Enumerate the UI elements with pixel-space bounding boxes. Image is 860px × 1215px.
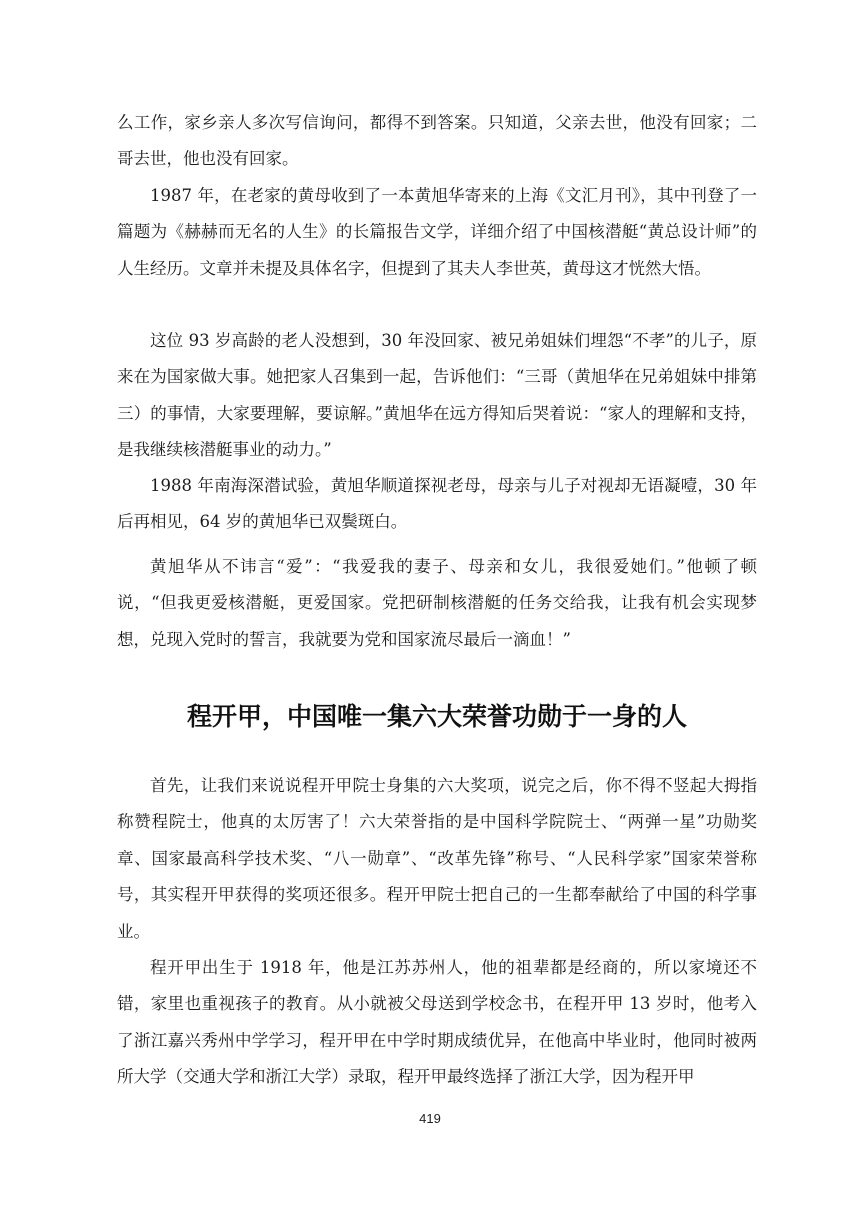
paragraph-birth-1918: 程开甲出生于 1918 年，他是江苏苏州人，他的祖辈都是经商的，所以家境还不错，家里也重视孩子的教育。从小就被父母送到学校念书，在程开甲 13 岁时，他考入了浙江嘉兴秀州中学学习，程开甲在中学时期成绩优异，在他高中毕业时，他同时被两所大学（交通大学和浙江大学）录取，程开甲最终选择了浙江大学，因为程开甲	[117, 958, 757, 1087]
page-number: 419	[419, 1111, 441, 1126]
paragraph-continued: 么工作，家乡亲人多次写信询问，都得不到答案。只知道，父亲去世，他没有回家；二哥去世，他也没有回家。	[117, 113, 757, 169]
paragraph-1988-test: 1988 年南海深潜试验，黄旭华顺道探视老母，母亲与儿子对视却无语凝噎，30 年后再相见，64 岁的黄旭华已双鬓斑白。	[117, 476, 757, 532]
paragraph-mother-93: 这位 93 岁高龄的老人没想到，30 年没回家、被兄弟姐妹们埋怨“不孝”的儿子，原来在为国家做大事。她把家人召集到一起，告诉他们：“三哥（黄旭华在兄弟姐妹中排第三）的事情，大家要理解，要谅解。”黄旭华在远方得知后哭着说：“家人的理解和支持，是我继续核潜艇事业的动力。”	[117, 331, 757, 460]
paragraph-love-quote: 黄旭华从不讳言“爱”：“我爱我的妻子、母亲和女儿，我很爱她们。”他顿了顿说，“但我更爱核潜艇，更爱国家。党把研制核潜艇的任务交给我，让我有机会实现梦想，兑现入党时的誓言，我就要为党和国家流尽最后一滴血！”	[117, 557, 757, 649]
paragraph-six-honors: 首先，让我们来说说程开甲院士身集的六大奖项，说完之后，你不得不竖起大拇指称赞程院士，他真的太厉害了！六大荣誉指的是中国科学院院士、“两弹一星”功勋奖章、国家最高科学技术奖、“八一勋章”、“改革先锋”称号、“人民科学家”国家荣誉称号，其实程开甲获得的奖项还很多。程开甲院士把自己的一生都奉献给了中国的科学事业。	[117, 776, 757, 941]
section-title: 程开甲，中国唯一集六大荣誉功勋于一身的人	[186, 702, 687, 731]
paragraph-1987-wenhui: 1987 年，在老家的黄母收到了一本黄旭华寄来的上海《文汇月刊》，其中刊登了一篇题为《赫赫而无名的人生》的长篇报告文学，详细介绍了中国核潜艇“黄总设计师”的人生经历。文章并未提及具体名字，但提到了其夫人李世英，黄母这才恍然大悟。	[117, 186, 757, 278]
